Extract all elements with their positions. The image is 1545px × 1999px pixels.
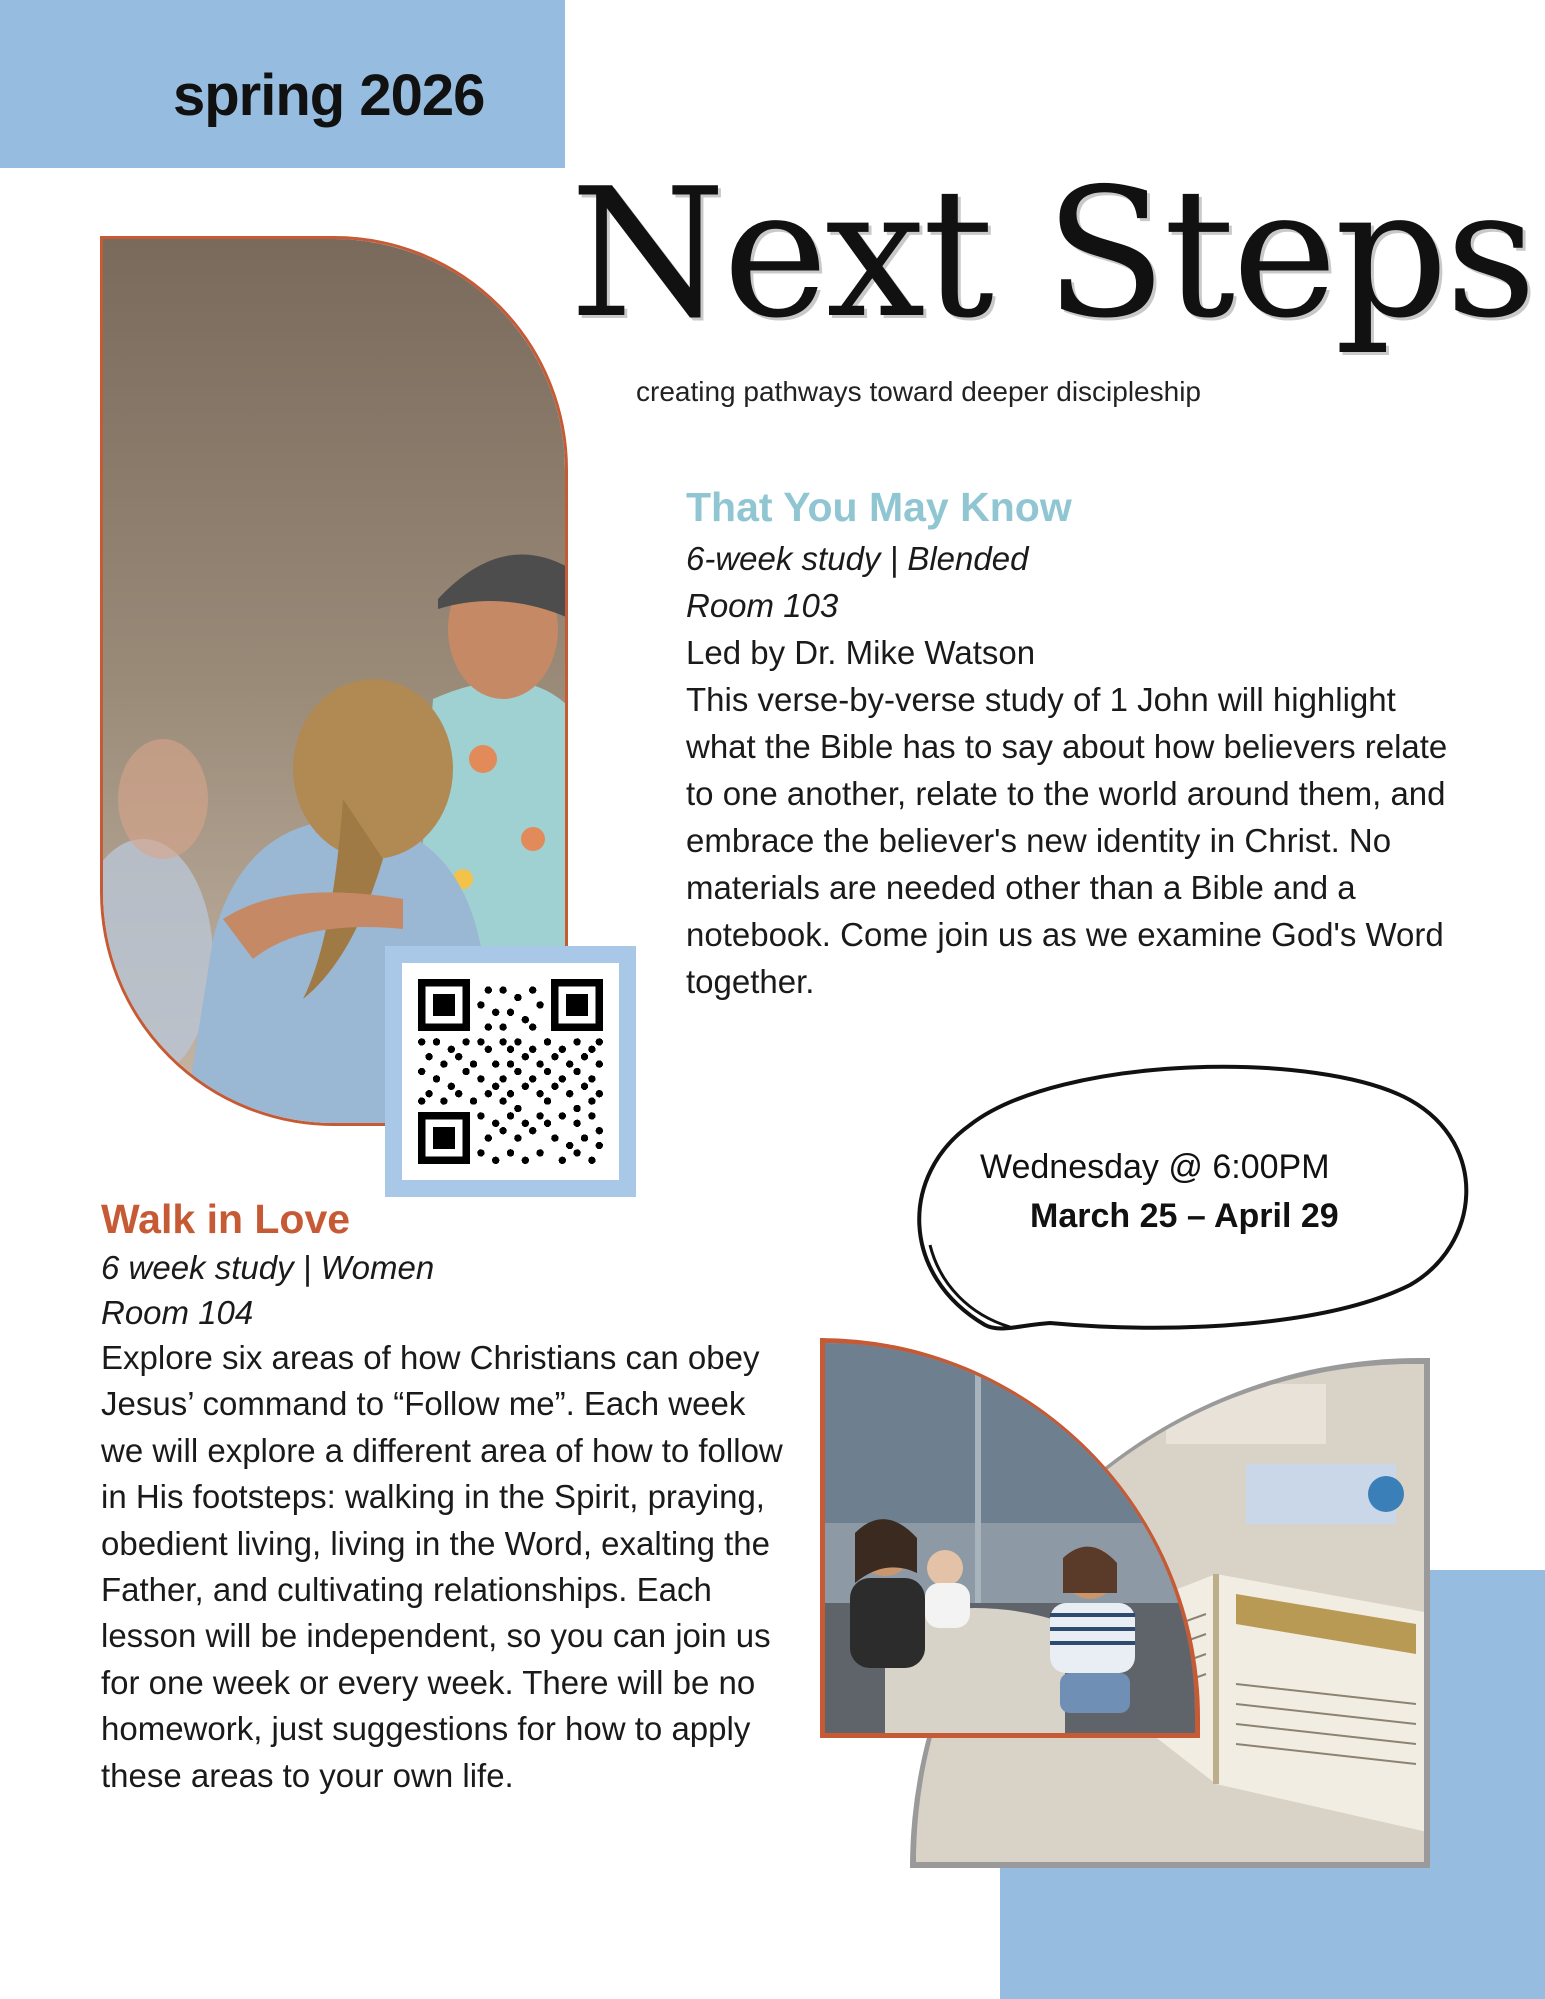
study2-format: 6 week study | Women: [101, 1249, 435, 1286]
study2-room: Room 104: [101, 1294, 254, 1331]
schedule-dates: March 25 – April 29: [1030, 1197, 1339, 1235]
season-label: spring 2026: [173, 63, 485, 128]
study-walk-in-love: [101, 1196, 791, 1799]
study1-leader: Led by Dr. Mike Watson: [686, 634, 1036, 671]
study1-room: Room 103: [686, 587, 839, 624]
page-subtitle: creating pathways toward deeper discipleship: [636, 376, 1201, 407]
study2-title: Walk in Love: [101, 1196, 351, 1242]
page-title: Next Steps: [570, 150, 1534, 357]
schedule-day-time: Wednesday @ 6:00PM: [980, 1148, 1330, 1186]
women-with-baby-photo: [820, 1338, 1200, 1738]
study1-title: That You May Know: [686, 484, 1072, 530]
study2-description: Explore six areas of how Christians can obey Jesus’ command to “Follow me”. Each week we will explore a different area of how to follow in His footsteps: walking in the Spirit, praying, obedient living, living in the Word, exalting the Father, and cultivating relationships. Each lesson will be independent, so you can join us for one week or every week. There will be no homework, just suggestions for how to apply these areas to your own life.: [101, 1339, 783, 1794]
qr-code[interactable]: [418, 979, 603, 1164]
study1-format: 6-week study | Blended: [686, 540, 1029, 577]
women-illustration: [825, 1343, 1200, 1738]
study-that-you-may-know: [686, 484, 1466, 1005]
study1-description: This verse-by-verse study of 1 John will highlight what the Bible has to say about how believers relate to one another, relate to the world around them, and embrace the believer's new identity in Christ. No materials are needed other than a Bible and a notebook. Come join us as we examine God's Word together.: [686, 681, 1448, 1000]
